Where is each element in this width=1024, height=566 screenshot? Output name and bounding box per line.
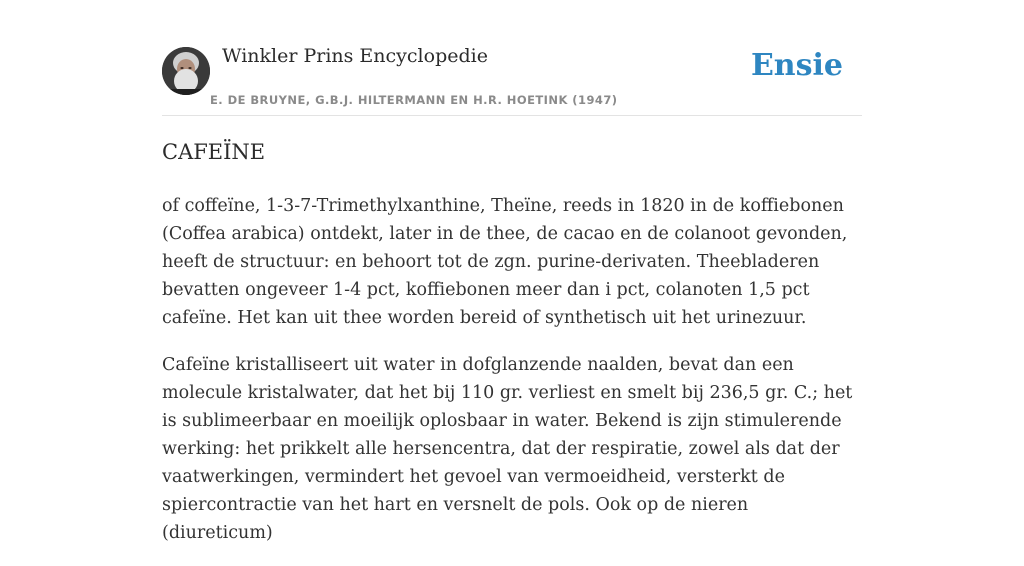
- entry-paragraph: Cafeïne kristalliseert uit water in dofglanzende naalden, bevat dan een molecule kristalwater, dat het bij 110 gr. verliest en smelt bij 236,5 gr. C.; het is sublimeerbaar en moeilijk oplosbaar in water. Bekend is zijn stimulerende werking: het prikkelt alle hersencentra, dat der respiratie, zowel als dat der vaatwerkingen, vermindert het gevoel van vermoeidheid, versterkt de spiercontractie van het hart en versnelt de pols. Ook op de nieren (diureticum): [162, 355, 853, 543]
- article-page: [162, 0, 862, 543]
- entry-paragraph: of coffeïne, 1-3-7-Trimethylxanthine, Theïne, reeds in 1820 in de koffiebonen (Coffea arabica) ontdekt, later in de thee, de cacao en de colanoot gevonden, heeft de structuur: en behoort tot de zgn. purine-derivaten. Theebladeren bevatten ongeveer 1-4 pct, koffiebonen meer dan i pct, colanoten 1,5 pct cafeïne. Het kan uit thee worden bereid of synthetisch uit het urinezuur.: [162, 196, 848, 328]
- portrait-icon: [162, 47, 210, 95]
- source-title[interactable]: Winkler Prins Encyclopedie: [222, 45, 488, 67]
- ensie-logo-link[interactable]: Ensie: [750, 48, 843, 83]
- entry-title: CAFEÏNE: [162, 140, 266, 164]
- source-authors: E. DE BRUYNE, G.B.J. HILTERMANN EN H.R. HOETINK (1947): [210, 93, 618, 107]
- entry-body: [162, 192, 862, 566]
- header-divider: [162, 115, 862, 116]
- author-avatar: [162, 47, 210, 95]
